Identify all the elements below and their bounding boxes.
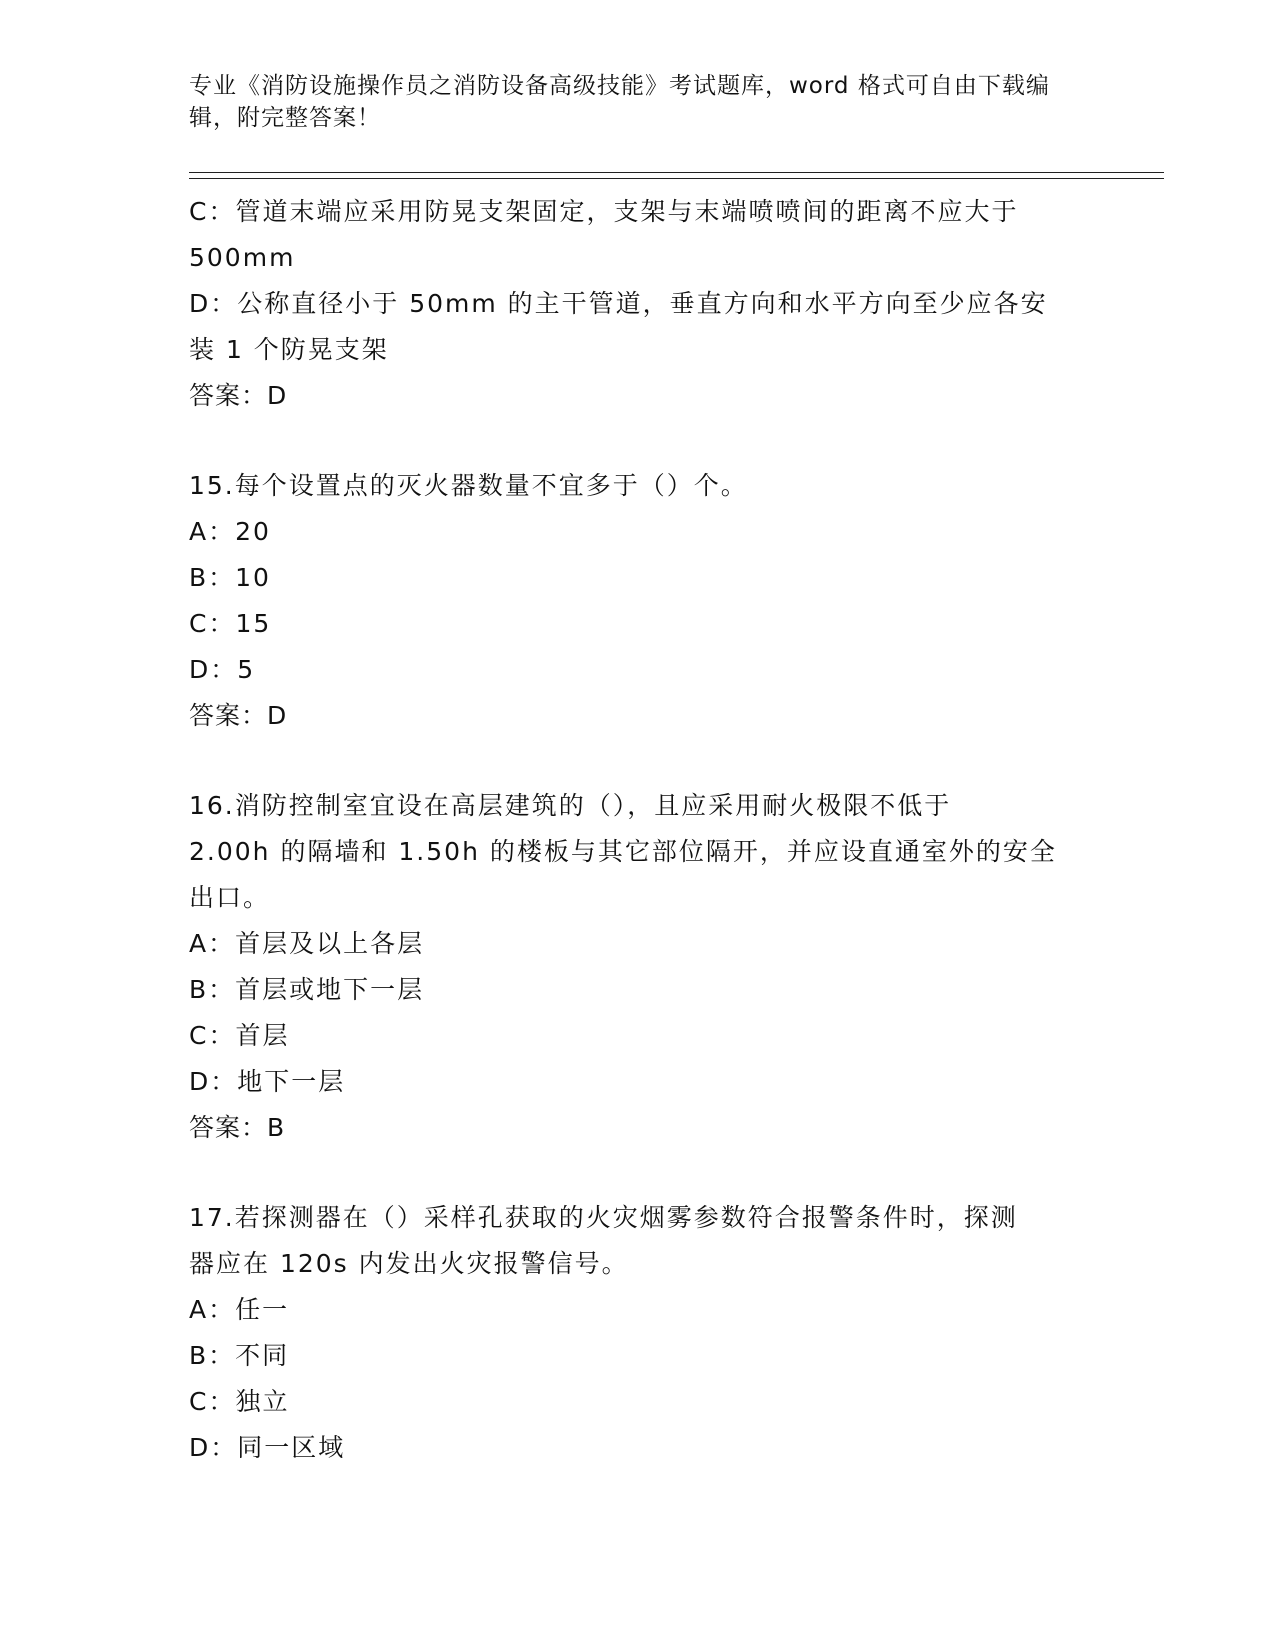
spacer (189, 419, 1089, 463)
question-14-tail (189, 189, 1089, 419)
question-16-stem-line-2: 2.00h 的隔墙和 1.50h 的楼板与其它部位隔开，并应设直通室外的安全 (189, 837, 1057, 866)
question-16-stem-line-1: 16.消防控制室宜设在高层建筑的（），且应采用耐火极限不低于 (189, 791, 952, 820)
header-line-1: 专业《消防设施操作员之消防设备高级技能》考试题库，word 格式可自由下载编 (189, 73, 1050, 99)
question-17-option-c: C：独立 (189, 1387, 290, 1416)
option-d-line-2: 装 1 个防晃支架 (189, 335, 389, 364)
spacer (189, 1151, 1089, 1195)
question-15-option-c: C：15 (189, 609, 272, 638)
header-divider-top (189, 172, 1164, 173)
spacer (189, 739, 1089, 783)
question-17-stem-line-1: 17.若探测器在（）采样孔获取的火灾烟雾参数符合报警条件时，探测 (189, 1203, 1018, 1232)
answer-16: 答案：B (189, 1113, 286, 1142)
option-c-line-1: C：管道末端应采用防晃支架固定，支架与末端喷喷间的距离不应大于 (189, 197, 1019, 226)
question-15-option-b: B：10 (189, 563, 271, 592)
question-17-stem-line-2: 器应在 120s 内发出火灾报警信号。 (189, 1249, 629, 1278)
question-15 (189, 463, 1089, 739)
question-16-stem-line-3: 出口。 (189, 883, 271, 912)
question-17-option-a: A：任一 (189, 1295, 290, 1324)
answer-14: 答案：D (189, 381, 288, 410)
question-17 (189, 1195, 1089, 1471)
answer-15: 答案：D (189, 701, 288, 730)
option-c-line-2: 500mm (189, 243, 296, 272)
question-16-option-d: D：地下一层 (189, 1067, 346, 1096)
question-17-option-d: D：同一区域 (189, 1433, 346, 1462)
question-15-option-d: D：5 (189, 655, 256, 684)
question-16-option-a: A：首层及以上各层 (189, 929, 425, 958)
header-divider-bottom (189, 178, 1164, 179)
question-15-stem: 15.每个设置点的灭火器数量不宜多于（）个。 (189, 471, 748, 500)
question-16 (189, 783, 1089, 1151)
question-15-option-a: A：20 (189, 517, 271, 546)
question-16-option-c: C：首层 (189, 1021, 290, 1050)
header-line-2: 辑，附完整答案！ (189, 105, 381, 131)
option-d-line-1: D：公称直径小于 50mm 的主干管道，垂直方向和水平方向至少应各安 (189, 289, 1048, 318)
question-16-option-b: B：首层或地下一层 (189, 975, 425, 1004)
question-17-option-b: B：不同 (189, 1341, 290, 1370)
question-list (189, 189, 1089, 1471)
document-header (189, 70, 1079, 134)
